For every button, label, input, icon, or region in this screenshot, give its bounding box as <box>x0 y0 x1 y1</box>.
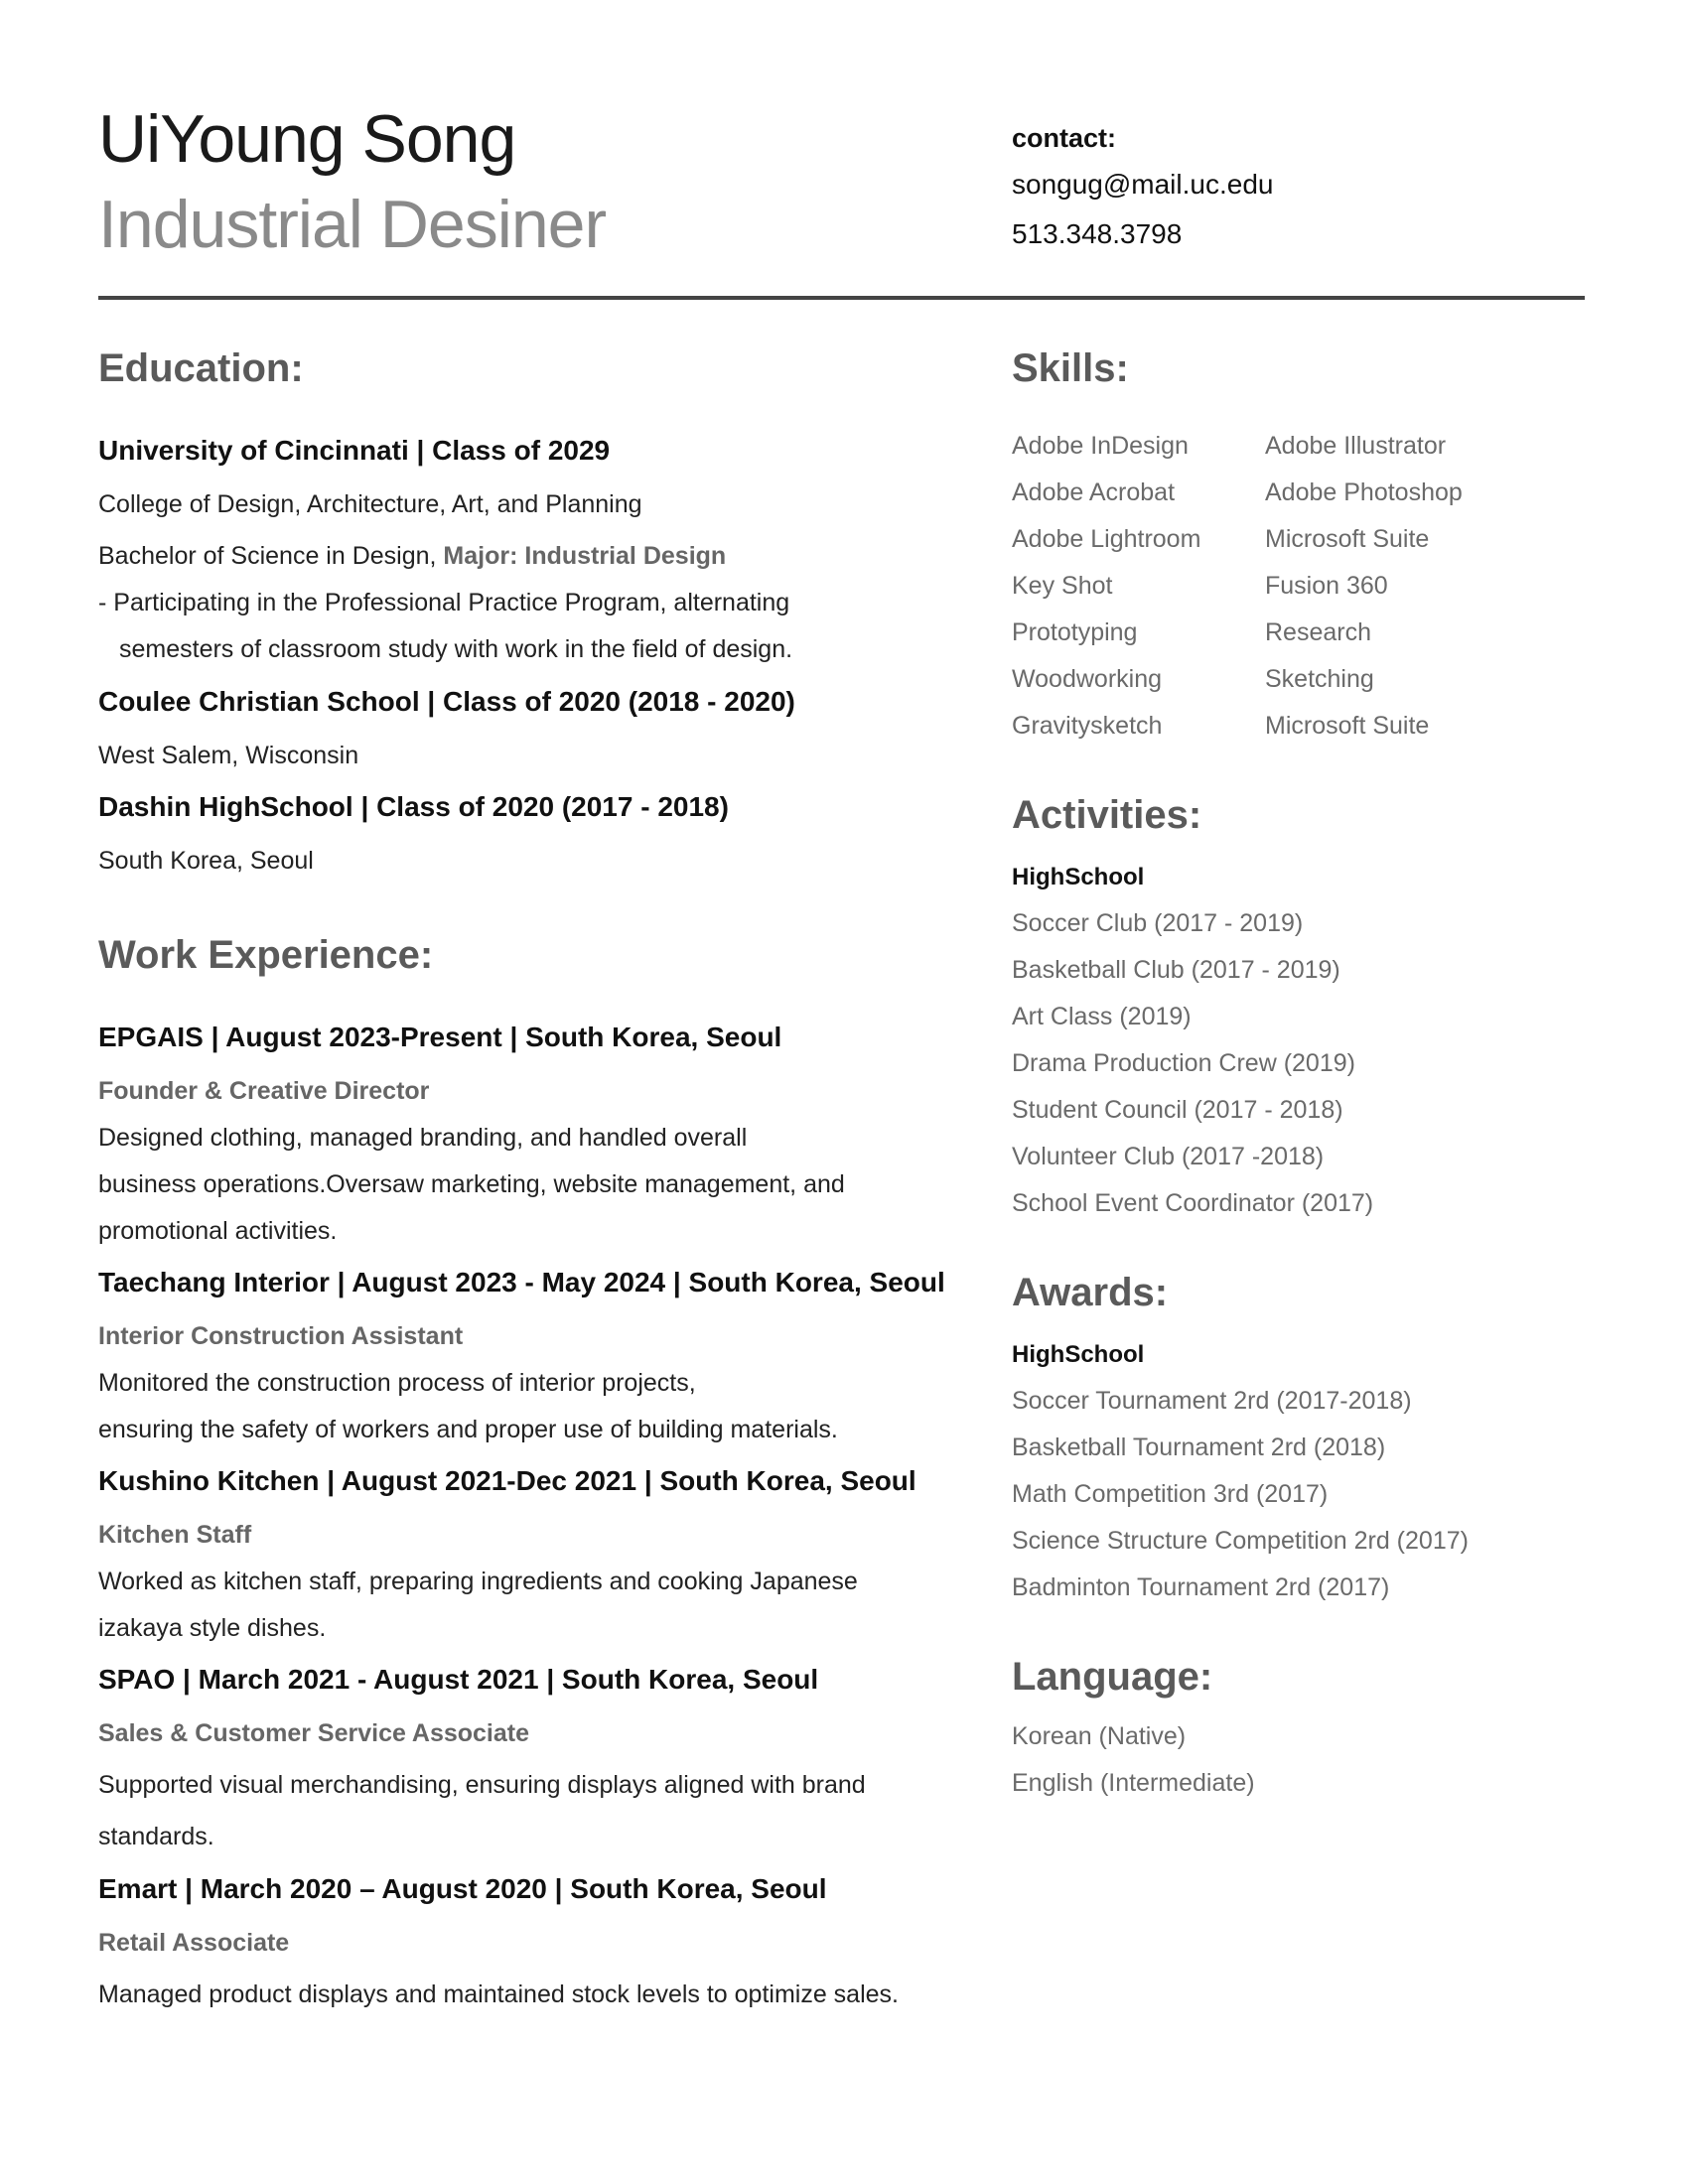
job-desc-line: ensuring the safety of workers and proper use of building materials. <box>98 1416 838 1443</box>
job-desc-line: Managed product displays and maintained stock levels to optimize sales. <box>98 1980 899 2008</box>
skill-item: Adobe InDesign <box>1012 432 1189 460</box>
education-dashin-location: South Korea, Seoul <box>98 847 314 875</box>
skill-item: Microsoft Suite <box>1265 712 1430 740</box>
job-title: Emart | March 2020 – August 2020 | South Korea, Seoul <box>98 1873 827 1904</box>
award-item: Badminton Tournament 2rd (2017) <box>1012 1573 1390 1601</box>
skill-item: Adobe Acrobat <box>1012 478 1176 506</box>
job-desc-line: standards. <box>98 1823 214 1850</box>
award-item: Soccer Tournament 2rd (2017-2018) <box>1012 1387 1412 1415</box>
work-heading: Work Experience: <box>98 933 434 977</box>
education-uc-degree-text: Bachelor of Science in Design, <box>98 542 444 570</box>
contact-label: contact: <box>1012 123 1117 153</box>
contact-phone: 513.348.3798 <box>1012 218 1183 249</box>
education-coulee-location: West Salem, Wisconsin <box>98 742 359 769</box>
job-desc-line: business operations.Oversaw marketing, website management, and <box>98 1170 845 1198</box>
skill-item: Microsoft Suite <box>1265 525 1430 553</box>
skill-item: Prototyping <box>1012 618 1138 646</box>
language-heading: Language: <box>1012 1655 1213 1699</box>
job-title: SPAO | March 2021 - August 2021 | South Korea, Seoul <box>98 1664 819 1695</box>
award-item: Math Competition 3rd (2017) <box>1012 1480 1329 1508</box>
language-item: English (Intermediate) <box>1012 1769 1255 1797</box>
activities-subheading: HighSchool <box>1012 864 1145 890</box>
skill-item: Adobe Illustrator <box>1265 432 1447 460</box>
education-uc-degree <box>98 539 972 573</box>
activity-item: Volunteer Club (2017 -2018) <box>1012 1143 1325 1170</box>
awards-subheading: HighSchool <box>1012 1341 1145 1368</box>
award-item: Science Structure Competition 2rd (2017) <box>1012 1527 1469 1555</box>
job-role: Founder & Creative Director <box>98 1077 430 1105</box>
skill-item: Adobe Photoshop <box>1265 478 1463 506</box>
education-coulee-title: Coulee Christian School | Class of 2020 (2018 - 2020) <box>98 686 795 717</box>
job-title: EPGAIS | August 2023-Present | South Korea, Seoul <box>98 1022 782 1052</box>
activity-item: Student Council (2017 - 2018) <box>1012 1096 1343 1124</box>
job-title: Taechang Interior | August 2023 - May 2024 | South Korea, Seoul <box>98 1267 945 1297</box>
activity-item: Drama Production Crew (2019) <box>1012 1049 1355 1077</box>
skill-item: Key Shot <box>1012 572 1113 600</box>
resume-role: Industrial Desiner <box>98 187 607 262</box>
job-desc-line: Monitored the construction process of interior projects, <box>98 1369 696 1397</box>
job-role: Retail Associate <box>98 1929 290 1957</box>
job-role: Kitchen Staff <box>98 1521 252 1549</box>
award-item: Basketball Tournament 2rd (2018) <box>1012 1433 1386 1461</box>
skill-item: Research <box>1265 618 1371 646</box>
education-uc-major: Major: Industrial Design <box>443 542 727 570</box>
job-desc-line: promotional activities. <box>98 1217 338 1245</box>
activity-item: Art Class (2019) <box>1012 1003 1192 1030</box>
skill-item: Gravitysketch <box>1012 712 1163 740</box>
education-uc-note-1: - Participating in the Professional Practice Program, alternating <box>98 589 790 616</box>
contact-email: songug@mail.uc.edu <box>1012 169 1274 200</box>
activities-heading: Activities: <box>1012 793 1202 837</box>
skills-heading: Skills: <box>1012 346 1129 390</box>
skill-item: Sketching <box>1265 665 1374 693</box>
language-item: Korean (Native) <box>1012 1722 1187 1750</box>
education-uc-title: University of Cincinnati | Class of 2029 <box>98 435 611 466</box>
activity-item: Soccer Club (2017 - 2019) <box>1012 909 1304 937</box>
education-dashin-title: Dashin HighSchool | Class of 2020 (2017 - 2018) <box>98 791 729 822</box>
awards-heading: Awards: <box>1012 1271 1169 1314</box>
job-role: Interior Construction Assistant <box>98 1322 464 1350</box>
job-desc-line: Supported visual merchandising, ensuring displays aligned with brand <box>98 1771 866 1799</box>
skill-item: Adobe Lightroom <box>1012 525 1201 553</box>
education-uc-college: College of Design, Architecture, Art, and Planning <box>98 490 642 518</box>
job-title: Kushino Kitchen | August 2021-Dec 2021 | South Korea, Seoul <box>98 1465 916 1496</box>
education-uc-note-2: semesters of classroom study with work in the field of design. <box>119 635 793 663</box>
job-desc-line: Worked as kitchen staff, preparing ingredients and cooking Japanese <box>98 1568 858 1595</box>
job-desc-line: izakaya style dishes. <box>98 1614 327 1642</box>
activity-item: School Event Coordinator (2017) <box>1012 1189 1374 1217</box>
resume-name: UiYoung Song <box>98 101 516 177</box>
job-role: Sales & Customer Service Associate <box>98 1719 530 1747</box>
skill-item: Fusion 360 <box>1265 572 1388 600</box>
header-divider <box>98 296 1585 300</box>
skill-item: Woodworking <box>1012 665 1163 693</box>
activity-item: Basketball Club (2017 - 2019) <box>1012 956 1340 984</box>
education-heading: Education: <box>98 346 304 390</box>
job-desc-line: Designed clothing, managed branding, and handled overall <box>98 1124 748 1152</box>
